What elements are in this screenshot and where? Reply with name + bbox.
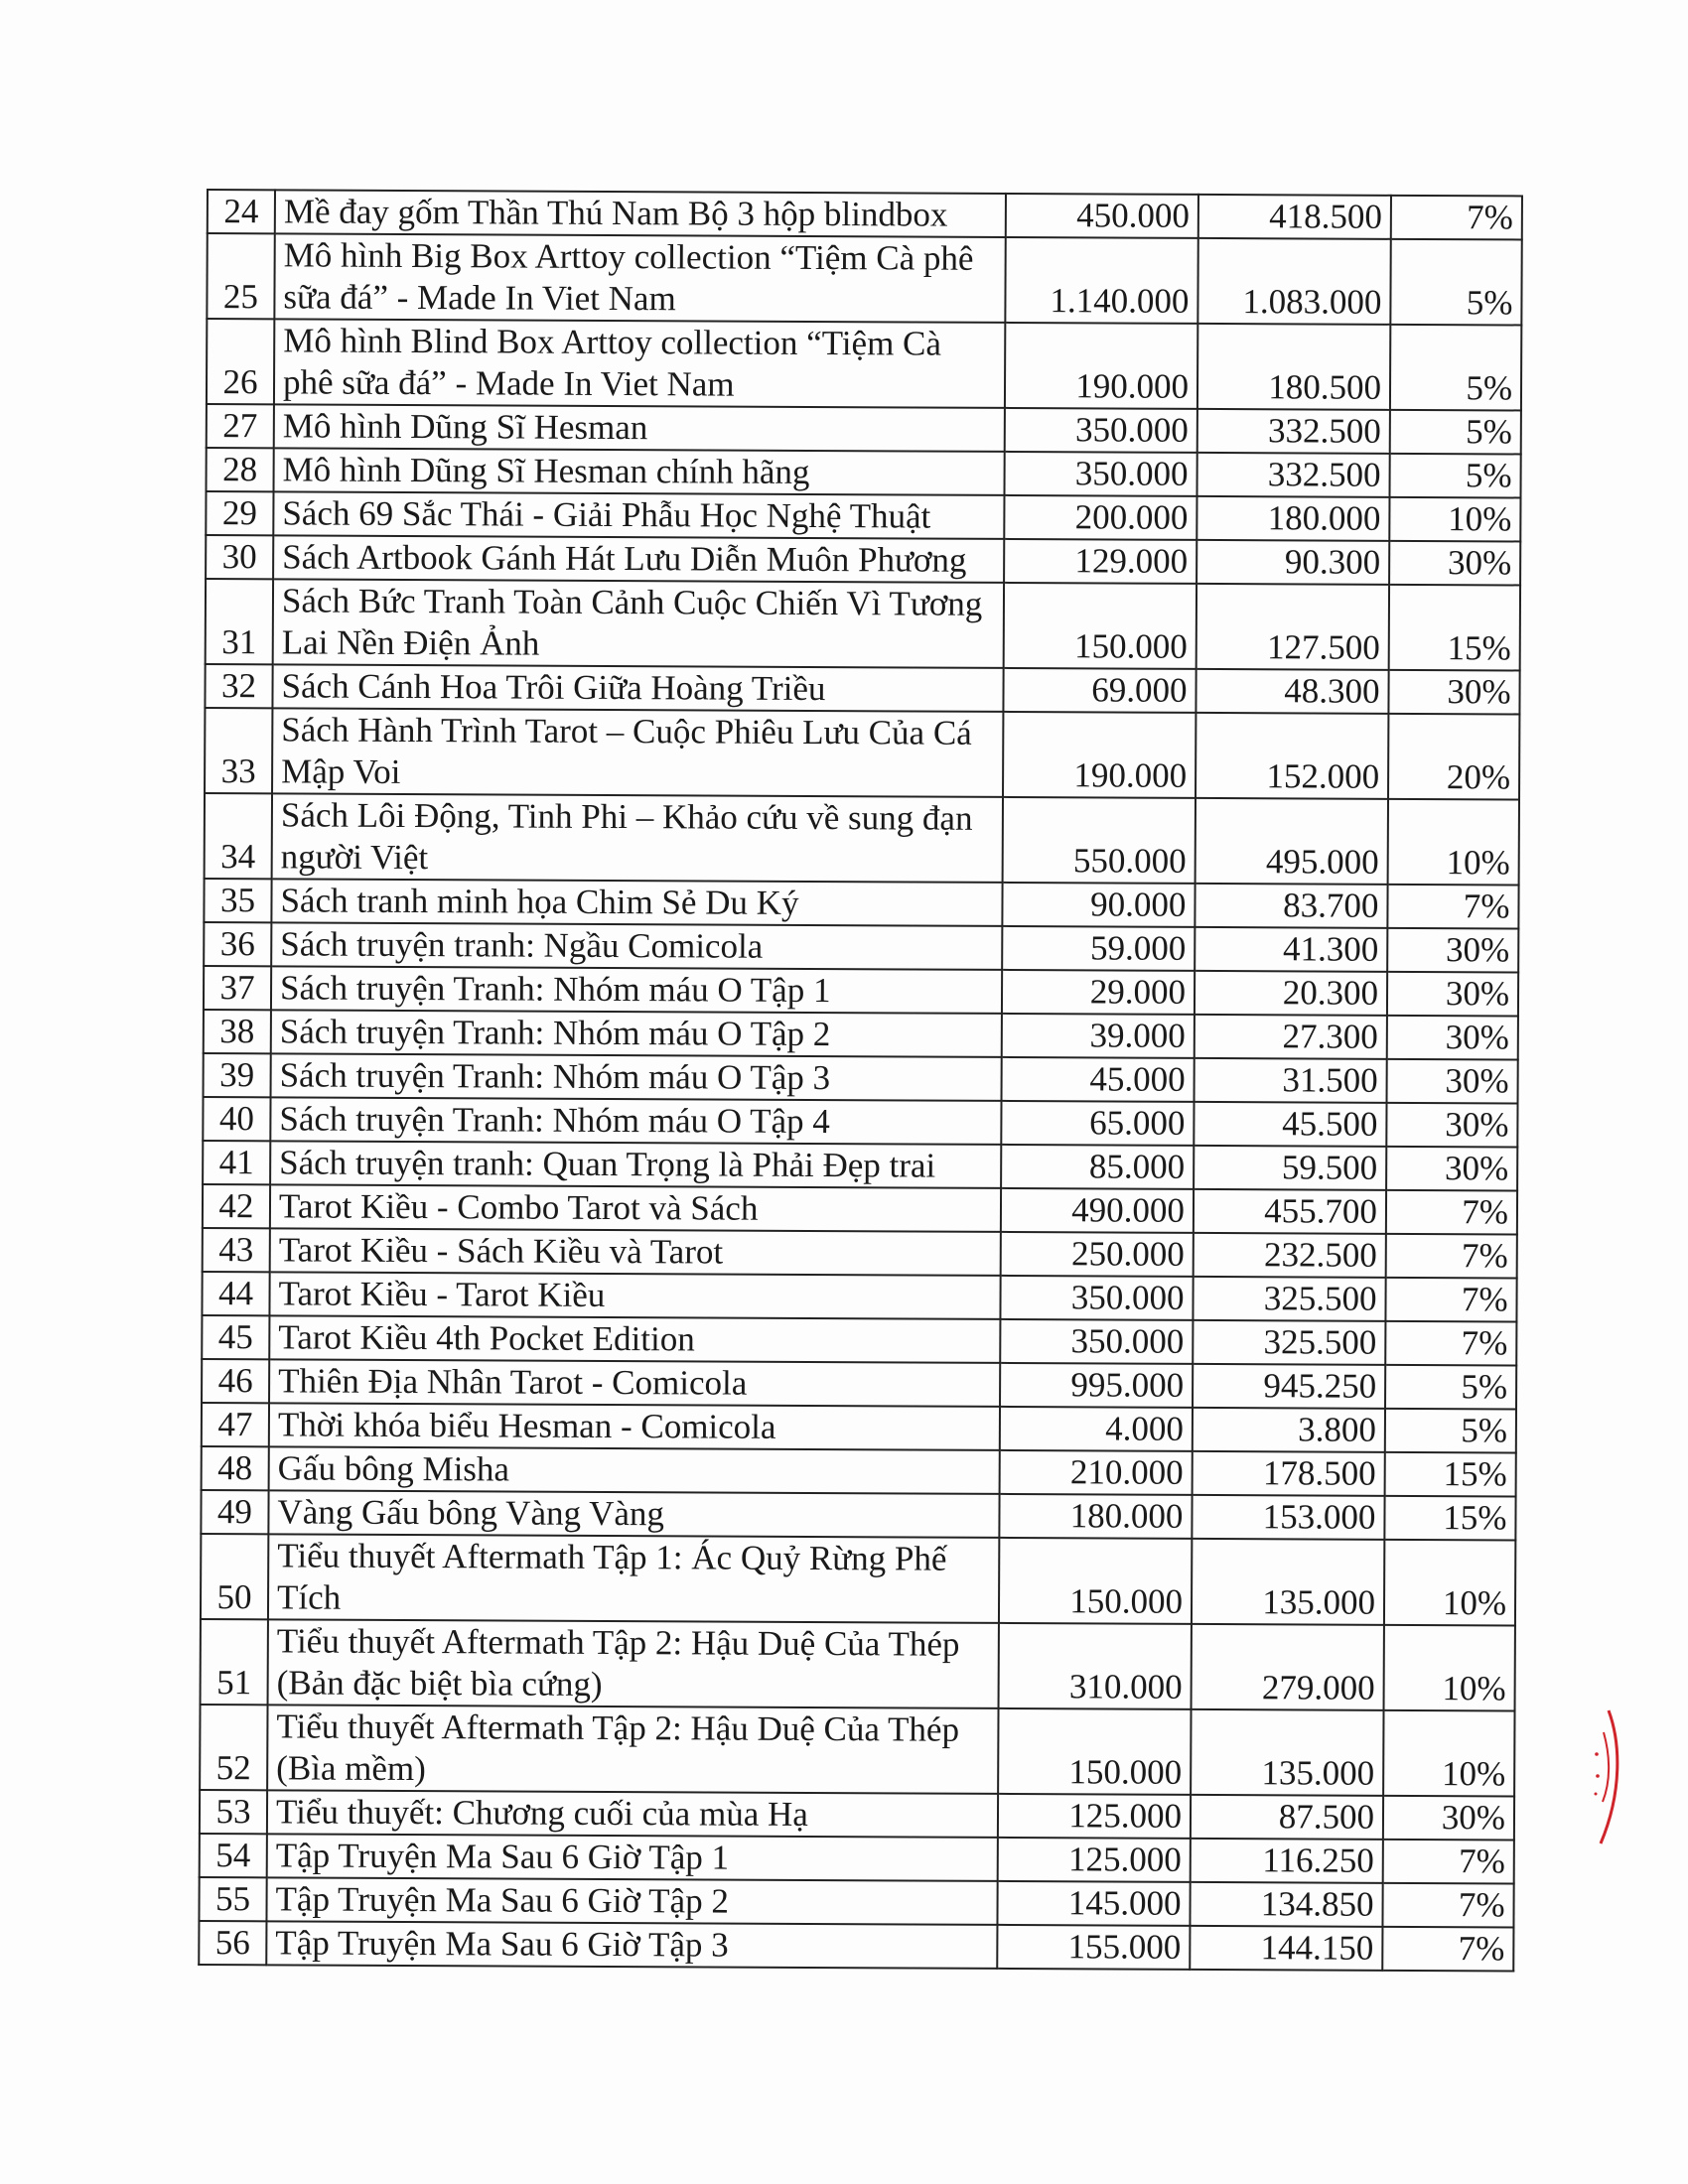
discount-percent: 5%: [1390, 239, 1521, 326]
row-number: 50: [201, 1534, 268, 1619]
table-row: [202, 1359, 1516, 1409]
product-name: Mề đay gốm Thần Thú Nam Bộ 3 hộp blindbox: [275, 190, 1006, 237]
discount-percent: 30%: [1388, 670, 1519, 715]
sale-price: 135.000: [1192, 1539, 1384, 1625]
row-number: 28: [207, 448, 274, 491]
table-row: [202, 1446, 1516, 1496]
product-name: Tarot Kiều 4th Pocket Edition: [269, 1315, 1000, 1363]
discount-percent: 7%: [1385, 1278, 1516, 1322]
row-number: 53: [200, 1790, 267, 1834]
product-name: Sách Artbook Gánh Hát Lưu Diễn Muôn Phương: [273, 535, 1004, 583]
row-number: 56: [199, 1921, 266, 1965]
row-number: 34: [205, 793, 272, 879]
sale-price: 27.300: [1195, 1015, 1387, 1059]
discount-percent: 30%: [1387, 1059, 1518, 1104]
original-price: 59.000: [1002, 926, 1195, 971]
price-table: [198, 189, 1523, 1972]
sale-price: 495.000: [1196, 798, 1388, 885]
row-number: 33: [205, 708, 272, 793]
product-name: Tarot Kiều - Combo Tarot và Sách: [270, 1184, 1001, 1232]
discount-percent: 30%: [1386, 1103, 1517, 1148]
original-price: 150.000: [998, 1708, 1191, 1795]
sale-price: 152.000: [1196, 713, 1388, 799]
original-price: 90.000: [1002, 883, 1195, 927]
original-price: 450.000: [1006, 194, 1198, 238]
table-row: [199, 1921, 1513, 1971]
table-body: [199, 190, 1522, 1971]
table-row: [203, 1184, 1517, 1234]
row-number: 45: [202, 1315, 269, 1359]
row-number: 35: [204, 879, 271, 922]
original-price: 1.140.000: [1005, 237, 1197, 324]
product-name: Tập Truyện Ma Sau 6 Giờ Tập 1: [267, 1834, 998, 1881]
original-price: 85.000: [1001, 1145, 1194, 1189]
discount-percent: 30%: [1383, 1796, 1514, 1841]
original-price: 550.000: [1003, 797, 1196, 884]
original-price: 150.000: [1004, 583, 1196, 669]
row-number: 31: [206, 579, 273, 664]
discount-percent: 30%: [1387, 928, 1518, 973]
product-name: Gấu bông Misha: [269, 1446, 1000, 1494]
table-row: [200, 1790, 1514, 1840]
product-name: Thời khóa biểu Hesman - Comicola: [269, 1403, 1000, 1450]
row-number: 48: [202, 1446, 269, 1490]
discount-percent: 5%: [1390, 325, 1521, 411]
sale-price: 325.500: [1193, 1320, 1385, 1365]
sale-price: 455.700: [1194, 1189, 1386, 1234]
sale-price: 332.500: [1197, 409, 1390, 454]
product-name: Tập Truyện Ma Sau 6 Giờ Tập 2: [266, 1877, 997, 1925]
product-name: Sách Bức Tranh Toàn Cảnh Cuộc Chiến Vì Tương Lai Nền Điện Ảnh: [273, 579, 1004, 668]
table-row: [201, 1490, 1515, 1540]
row-number: 52: [200, 1705, 267, 1790]
table-row: [205, 708, 1519, 799]
table-row: [199, 1877, 1513, 1927]
original-price: 350.000: [1000, 1319, 1193, 1364]
row-number: 54: [200, 1834, 267, 1877]
discount-percent: 30%: [1386, 1147, 1517, 1191]
sale-price: 90.300: [1196, 540, 1389, 585]
sale-price: 20.300: [1195, 971, 1387, 1016]
table-row: [203, 1228, 1517, 1278]
row-number: 47: [202, 1403, 269, 1446]
discount-percent: 10%: [1384, 1540, 1515, 1626]
row-number: 41: [203, 1141, 270, 1184]
sale-price: 178.500: [1193, 1451, 1385, 1496]
discount-percent: 5%: [1389, 454, 1520, 498]
product-name: Sách truyện tranh: Ngầu Comicola: [271, 922, 1002, 970]
table-row: [204, 879, 1518, 928]
table-row: [202, 1272, 1516, 1321]
original-price: 69.000: [1003, 668, 1196, 713]
original-price: 129.000: [1004, 539, 1196, 584]
discount-percent: 7%: [1391, 196, 1522, 240]
sale-price: 59.500: [1194, 1146, 1386, 1190]
sale-price: 45.500: [1194, 1102, 1386, 1147]
discount-percent: 10%: [1388, 799, 1519, 886]
discount-percent: 5%: [1390, 410, 1521, 455]
original-price: 250.000: [1001, 1232, 1194, 1277]
table-row: [203, 1097, 1517, 1147]
discount-percent: 15%: [1389, 585, 1520, 671]
product-name: Sách tranh minh họa Chim Sẻ Du Ký: [271, 879, 1002, 926]
original-price: 490.000: [1001, 1188, 1194, 1233]
row-number: 29: [206, 491, 273, 535]
row-number: 37: [204, 966, 271, 1010]
row-number: 38: [204, 1010, 271, 1053]
original-price: 45.000: [1002, 1057, 1195, 1102]
row-number: 25: [207, 233, 274, 319]
table-row: [207, 319, 1521, 410]
discount-percent: 10%: [1389, 497, 1520, 542]
product-name: Tarot Kiều - Tarot Kiều: [269, 1272, 1000, 1319]
original-price: 350.000: [1000, 1276, 1193, 1320]
sale-price: 418.500: [1198, 195, 1391, 239]
original-price: 190.000: [1005, 323, 1197, 409]
product-name: Tiểu thuyết Aftermath Tập 1: Ác Quỷ Rừng Phế Tích: [268, 1534, 999, 1623]
discount-percent: 5%: [1385, 1365, 1516, 1410]
product-name: Vàng Gấu bông Vàng Vàng: [268, 1490, 999, 1538]
original-price: 4.000: [1000, 1407, 1193, 1451]
discount-percent: 10%: [1384, 1625, 1515, 1711]
product-name: Sách truyện Tranh: Nhóm máu O Tập 4: [270, 1097, 1001, 1145]
discount-percent: 30%: [1387, 972, 1518, 1017]
row-number: 39: [204, 1053, 271, 1097]
product-name: Mô hình Big Box Arttoy collection “Tiệm Cà phê sữa đá” - Made In Viet Nam: [274, 233, 1005, 323]
product-name: Sách Lôi Động, Tinh Phi – Khảo cứu về sung đạn người Việt: [272, 793, 1003, 883]
original-price: 310.000: [999, 1623, 1192, 1709]
row-number: 46: [202, 1359, 269, 1403]
table-row: [205, 664, 1519, 714]
original-price: 190.000: [1003, 712, 1196, 798]
discount-percent: 10%: [1383, 1710, 1514, 1797]
original-price: 65.000: [1001, 1101, 1194, 1146]
row-number: 44: [202, 1272, 269, 1315]
table-row: [206, 491, 1520, 541]
row-number: 40: [203, 1097, 270, 1141]
original-price: 200.000: [1004, 495, 1196, 540]
product-name: Thiên Địa Nhân Tarot - Comicola: [269, 1359, 1000, 1407]
original-price: 125.000: [998, 1794, 1191, 1839]
row-number: 43: [203, 1228, 270, 1272]
product-name: Sách truyện tranh: Quan Trọng là Phải Đẹp trai: [270, 1141, 1001, 1188]
sale-price: 1.083.000: [1197, 238, 1390, 325]
original-price: 145.000: [997, 1881, 1190, 1926]
product-name: Sách 69 Sắc Thái - Giải Phẫu Học Nghệ Thuật: [273, 491, 1004, 539]
sale-price: 279.000: [1192, 1624, 1384, 1710]
row-number: 24: [208, 190, 275, 233]
row-number: 51: [201, 1619, 268, 1705]
table-row: [204, 1053, 1518, 1103]
table-row: [200, 1834, 1514, 1883]
sale-price: 232.500: [1194, 1233, 1386, 1278]
table-row: [201, 1534, 1515, 1625]
table-row: [203, 1141, 1517, 1190]
sale-price: 180.000: [1196, 496, 1389, 541]
table-row: [202, 1315, 1516, 1365]
discount-percent: 30%: [1389, 541, 1520, 586]
original-price: 150.000: [999, 1538, 1192, 1624]
table-row: [205, 793, 1519, 885]
discount-percent: 7%: [1383, 1840, 1514, 1884]
sale-price: 153.000: [1192, 1495, 1384, 1540]
row-number: 32: [205, 664, 272, 708]
sale-price: 48.300: [1196, 669, 1388, 714]
row-number: 27: [207, 404, 274, 448]
original-price: 210.000: [1000, 1450, 1193, 1495]
table-row: [202, 1403, 1516, 1452]
table-row: [204, 1010, 1518, 1059]
discount-percent: 15%: [1385, 1452, 1516, 1497]
sale-price: 135.000: [1191, 1709, 1383, 1796]
sale-price: 180.500: [1197, 324, 1390, 410]
sale-price: 134.850: [1190, 1882, 1382, 1927]
table-row: [200, 1705, 1514, 1796]
sale-price: 127.500: [1196, 584, 1389, 670]
discount-percent: 7%: [1386, 1234, 1517, 1279]
table-row: [206, 535, 1520, 585]
row-number: 42: [203, 1184, 270, 1228]
sale-price: 332.500: [1196, 453, 1389, 497]
row-number: 49: [201, 1490, 268, 1534]
product-name: Tiểu thuyết: Chương cuối của mùa Hạ: [267, 1790, 998, 1838]
product-name: Tarot Kiều - Sách Kiều và Tarot: [270, 1228, 1001, 1276]
discount-percent: 15%: [1384, 1496, 1515, 1541]
row-number: 30: [206, 535, 273, 579]
row-number: 36: [204, 922, 271, 966]
discount-percent: 20%: [1388, 714, 1519, 800]
product-name: Mô hình Blind Box Arttoy collection “Tiệm Cà phê sữa đá” - Made In Viet Nam: [274, 319, 1005, 408]
original-price: 155.000: [997, 1925, 1190, 1970]
original-price: 350.000: [1005, 408, 1197, 453]
table-row: [204, 966, 1518, 1016]
product-name: Mô hình Dũng Sĩ Hesman chính hãng: [274, 448, 1005, 495]
discount-percent: 7%: [1385, 1321, 1516, 1366]
table-row: [207, 233, 1521, 325]
table-row: [207, 404, 1521, 454]
table-row: [206, 579, 1520, 670]
sale-price: 945.250: [1193, 1364, 1385, 1409]
original-price: 995.000: [1000, 1363, 1193, 1408]
stamp-icon: [1587, 1703, 1626, 1851]
table-row: [207, 448, 1521, 497]
sale-price: 325.500: [1193, 1277, 1385, 1321]
sale-price: 87.500: [1191, 1795, 1383, 1840]
product-name: Sách truyện Tranh: Nhóm máu O Tập 2: [271, 1010, 1002, 1057]
product-name: Tập Truyện Ma Sau 6 Giờ Tập 3: [266, 1921, 997, 1969]
original-price: 29.000: [1002, 970, 1195, 1015]
sale-price: 116.250: [1191, 1839, 1383, 1883]
product-name: Tiểu thuyết Aftermath Tập 2: Hậu Duệ Của Thép (Bìa mềm): [267, 1705, 998, 1794]
original-price: 350.000: [1004, 452, 1196, 496]
sale-price: 31.500: [1195, 1058, 1387, 1103]
table-row: [204, 922, 1518, 972]
table-row: [201, 1619, 1515, 1710]
product-name: Sách Hành Trình Tarot – Cuộc Phiêu Lưu Của Cá Mập Voi: [272, 708, 1003, 797]
product-name: Sách Cánh Hoa Trôi Giữa Hoàng Triều: [272, 664, 1003, 712]
original-price: 39.000: [1002, 1014, 1195, 1058]
discount-percent: 7%: [1387, 885, 1518, 929]
discount-percent: 7%: [1382, 1927, 1513, 1972]
row-number: 26: [207, 319, 274, 404]
product-name: Sách truyện Tranh: Nhóm máu O Tập 1: [271, 966, 1002, 1014]
discount-percent: 30%: [1387, 1016, 1518, 1060]
sale-price: 3.800: [1193, 1408, 1385, 1452]
product-name: Tiểu thuyết Aftermath Tập 2: Hậu Duệ Của Thép (Bản đặc biệt bìa cứng): [268, 1619, 999, 1708]
sale-price: 83.700: [1195, 884, 1387, 928]
discount-percent: 7%: [1382, 1883, 1513, 1928]
original-price: 125.000: [998, 1838, 1191, 1882]
product-name: Sách truyện Tranh: Nhóm máu O Tập 3: [271, 1053, 1002, 1101]
sale-price: 144.150: [1190, 1926, 1382, 1971]
discount-percent: 5%: [1385, 1409, 1516, 1453]
product-name: Mô hình Dũng Sĩ Hesman: [274, 404, 1005, 452]
row-number: 55: [199, 1877, 266, 1921]
table-row: [208, 190, 1522, 239]
original-price: 180.000: [999, 1494, 1192, 1539]
discount-percent: 7%: [1386, 1190, 1517, 1235]
sale-price: 41.300: [1195, 927, 1387, 972]
